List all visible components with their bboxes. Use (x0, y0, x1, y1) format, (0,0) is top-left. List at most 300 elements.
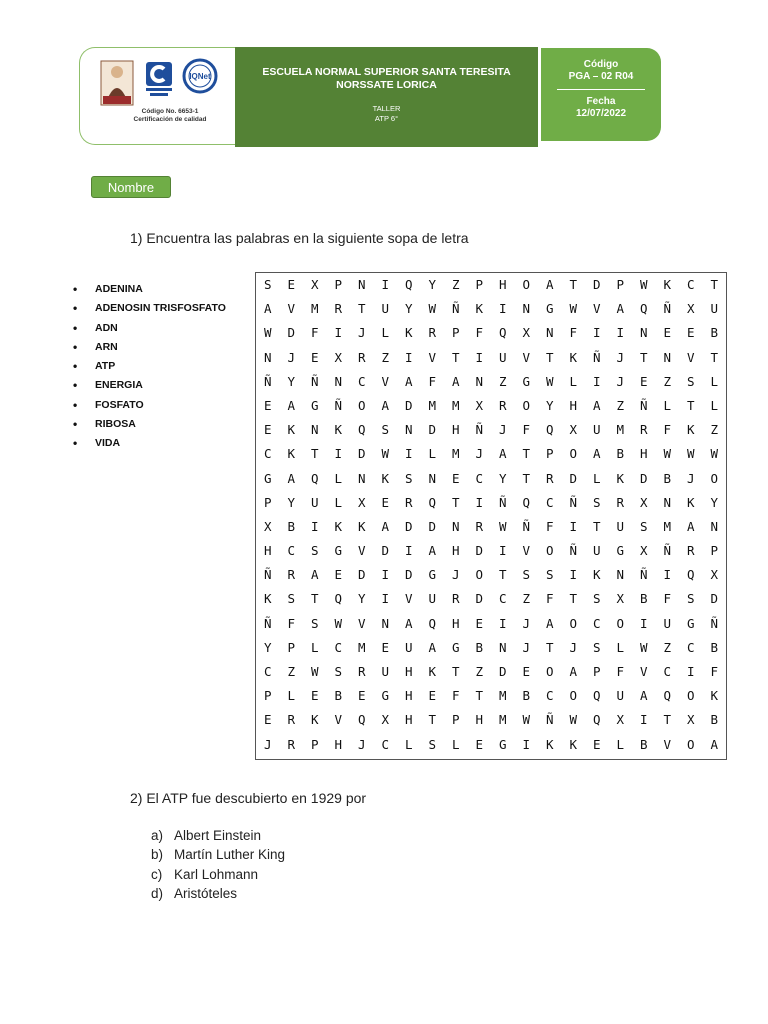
grid-cell[interactable]: S (404, 470, 413, 486)
grid-cell[interactable]: I (498, 301, 507, 317)
grid-cell[interactable]: Y (404, 301, 413, 317)
grid-cell[interactable]: H (404, 664, 413, 679)
grid-cell[interactable]: Q (592, 688, 601, 704)
grid-cell[interactable]: X (357, 494, 366, 510)
grid-cell[interactable]: F (545, 591, 554, 607)
grid-cell[interactable]: W (569, 712, 578, 728)
grid-cell[interactable]: T (522, 446, 531, 462)
grid-cell[interactable]: J (522, 639, 531, 655)
grid-cell[interactable]: E (263, 397, 272, 413)
grid-cell[interactable]: A (498, 446, 507, 462)
grid-cell[interactable]: D (287, 325, 296, 341)
grid-cell[interactable]: F (310, 325, 319, 341)
grid-cell[interactable]: B (475, 639, 484, 655)
grid-cell[interactable]: L (334, 494, 343, 510)
grid-cell[interactable]: Ñ (710, 615, 719, 631)
grid-cell[interactable]: P (263, 494, 272, 510)
grid-cell[interactable]: V (639, 664, 648, 679)
grid-cell[interactable]: Z (381, 349, 390, 365)
grid-cell[interactable]: G (522, 373, 531, 389)
grid-cell[interactable]: J (686, 470, 695, 486)
grid-cell[interactable]: Q (428, 494, 437, 510)
grid-cell[interactable]: A (404, 373, 413, 389)
grid-cell[interactable]: I (498, 615, 507, 631)
grid-cell[interactable]: E (428, 688, 437, 704)
grid-cell[interactable]: W (334, 615, 343, 631)
grid-cell[interactable]: M (357, 639, 366, 655)
grid-cell[interactable]: W (263, 325, 272, 341)
grid-cell[interactable]: P (592, 664, 601, 679)
grid-cell[interactable]: K (569, 349, 578, 365)
grid-cell[interactable]: P (710, 543, 719, 559)
grid-cell[interactable]: B (710, 325, 719, 341)
grid-cell[interactable]: K (686, 494, 695, 510)
grid-cell[interactable]: L (381, 325, 390, 341)
grid-cell[interactable]: Q (663, 688, 672, 704)
grid-cell[interactable]: E (451, 470, 460, 486)
grid-cell[interactable]: C (475, 470, 484, 486)
grid-cell[interactable]: B (522, 688, 531, 704)
grid-cell[interactable]: X (263, 518, 272, 534)
grid-cell[interactable]: M (451, 446, 460, 462)
grid-cell[interactable]: H (498, 277, 507, 292)
grid-cell[interactable]: A (404, 615, 413, 631)
grid-cell[interactable]: H (263, 543, 272, 559)
grid-cell[interactable]: E (381, 494, 390, 510)
grid-cell[interactable]: L (710, 397, 719, 413)
grid-cell[interactable]: G (263, 470, 272, 486)
grid-cell[interactable]: S (428, 736, 437, 752)
grid-cell[interactable]: F (616, 664, 625, 679)
grid-cell[interactable]: R (428, 325, 437, 341)
grid-cell[interactable]: C (357, 373, 366, 389)
grid-cell[interactable]: V (522, 349, 531, 365)
grid-cell[interactable]: F (428, 373, 437, 389)
grid-cell[interactable]: M (498, 712, 507, 728)
grid-cell[interactable]: Q (334, 591, 343, 607)
grid-cell[interactable]: N (498, 639, 507, 655)
grid-cell[interactable]: N (451, 518, 460, 534)
grid-cell[interactable]: T (569, 591, 578, 607)
grid-cell[interactable]: L (451, 736, 460, 752)
grid-cell[interactable]: X (310, 277, 319, 292)
grid-cell[interactable]: F (451, 688, 460, 704)
grid-cell[interactable]: T (710, 349, 719, 365)
grid-cell[interactable]: V (404, 591, 413, 607)
grid-cell[interactable]: B (639, 736, 648, 752)
grid-cell[interactable]: Ñ (592, 349, 601, 365)
grid-cell[interactable]: N (616, 567, 625, 583)
answer-option[interactable] (151, 845, 285, 864)
grid-cell[interactable]: B (710, 639, 719, 655)
grid-cell[interactable]: A (428, 543, 437, 559)
grid-cell[interactable]: H (569, 397, 578, 413)
grid-cell[interactable]: K (710, 688, 719, 704)
grid-cell[interactable]: C (545, 688, 554, 704)
grid-cell[interactable]: W (663, 446, 672, 462)
grid-cell[interactable]: S (592, 591, 601, 607)
grid-cell[interactable]: H (451, 422, 460, 438)
grid-cell[interactable]: Z (663, 373, 672, 389)
grid-cell[interactable]: A (451, 373, 460, 389)
grid-cell[interactable]: O (710, 470, 719, 486)
grid-cell[interactable]: S (639, 518, 648, 534)
grid-cell[interactable]: B (639, 591, 648, 607)
grid-cell[interactable]: I (569, 567, 578, 583)
grid-cell[interactable]: R (475, 518, 484, 534)
grid-cell[interactable]: Ñ (263, 567, 272, 583)
grid-cell[interactable]: B (287, 518, 296, 534)
grid-cell[interactable]: O (569, 688, 578, 704)
grid-cell[interactable]: T (663, 712, 672, 728)
grid-cell[interactable]: Y (545, 397, 554, 413)
grid-cell[interactable]: I (663, 567, 672, 583)
grid-cell[interactable]: W (639, 277, 648, 292)
grid-cell[interactable]: A (592, 397, 601, 413)
grid-cell[interactable]: R (287, 712, 296, 728)
grid-cell[interactable]: Y (710, 494, 719, 510)
grid-cell[interactable]: Z (522, 591, 531, 607)
grid-cell[interactable]: E (357, 688, 366, 704)
grid-cell[interactable]: I (569, 518, 578, 534)
grid-cell[interactable]: M (498, 688, 507, 704)
grid-cell[interactable]: A (569, 664, 578, 679)
grid-cell[interactable]: O (616, 615, 625, 631)
grid-cell[interactable]: F (475, 325, 484, 341)
grid-cell[interactable]: H (451, 543, 460, 559)
grid-cell[interactable]: U (710, 301, 719, 317)
grid-cell[interactable]: I (592, 373, 601, 389)
grid-cell[interactable]: P (545, 446, 554, 462)
grid-cell[interactable]: D (404, 397, 413, 413)
grid-cell[interactable]: W (545, 373, 554, 389)
grid-cell[interactable]: Ñ (663, 543, 672, 559)
grid-cell[interactable]: C (263, 664, 272, 679)
grid-cell[interactable]: L (663, 397, 672, 413)
grid-cell[interactable]: C (287, 543, 296, 559)
grid-cell[interactable]: F (287, 615, 296, 631)
grid-cell[interactable]: D (428, 422, 437, 438)
grid-cell[interactable]: I (592, 325, 601, 341)
grid-cell[interactable]: D (381, 543, 390, 559)
grid-cell[interactable]: L (334, 470, 343, 486)
grid-cell[interactable]: E (263, 422, 272, 438)
grid-cell[interactable]: X (639, 543, 648, 559)
grid-cell[interactable]: U (616, 688, 625, 704)
grid-cell[interactable]: H (404, 712, 413, 728)
grid-cell[interactable]: O (522, 397, 531, 413)
grid-cell[interactable]: D (357, 567, 366, 583)
grid-cell[interactable]: N (639, 325, 648, 341)
grid-cell[interactable]: L (428, 446, 437, 462)
grid-cell[interactable]: D (592, 277, 601, 292)
grid-cell[interactable]: L (710, 373, 719, 389)
grid-cell[interactable]: Y (263, 639, 272, 655)
grid-cell[interactable]: Y (428, 277, 437, 292)
grid-cell[interactable]: W (569, 301, 578, 317)
grid-cell[interactable]: K (663, 277, 672, 292)
answer-option[interactable] (151, 826, 285, 845)
grid-cell[interactable]: Ñ (475, 422, 484, 438)
grid-cell[interactable]: V (381, 373, 390, 389)
grid-cell[interactable]: N (428, 470, 437, 486)
grid-cell[interactable]: O (686, 736, 695, 752)
grid-cell[interactable]: K (569, 736, 578, 752)
grid-cell[interactable]: F (545, 518, 554, 534)
grid-cell[interactable]: N (475, 373, 484, 389)
grid-cell[interactable]: D (428, 518, 437, 534)
grid-cell[interactable]: Ñ (522, 518, 531, 534)
grid-cell[interactable]: K (428, 664, 437, 679)
grid-cell[interactable]: P (310, 736, 319, 752)
grid-cell[interactable]: D (569, 470, 578, 486)
grid-cell[interactable]: K (287, 446, 296, 462)
grid-cell[interactable]: T (451, 494, 460, 510)
grid-cell[interactable]: A (310, 567, 319, 583)
grid-cell[interactable]: M (616, 422, 625, 438)
grid-cell[interactable]: N (357, 470, 366, 486)
grid-cell[interactable]: S (287, 591, 296, 607)
grid-cell[interactable]: U (498, 349, 507, 365)
grid-cell[interactable]: U (592, 422, 601, 438)
grid-cell[interactable]: A (287, 397, 296, 413)
grid-cell[interactable]: I (475, 494, 484, 510)
grid-cell[interactable]: R (545, 470, 554, 486)
grid-cell[interactable]: G (381, 688, 390, 704)
grid-cell[interactable]: K (357, 518, 366, 534)
grid-cell[interactable]: K (381, 470, 390, 486)
grid-cell[interactable]: H (475, 712, 484, 728)
grid-cell[interactable]: I (639, 615, 648, 631)
grid-cell[interactable]: R (404, 494, 413, 510)
grid-cell[interactable]: D (404, 567, 413, 583)
grid-cell[interactable]: Q (310, 470, 319, 486)
grid-cell[interactable]: A (592, 446, 601, 462)
word-search-grid[interactable] (255, 272, 727, 760)
grid-cell[interactable]: K (616, 470, 625, 486)
grid-cell[interactable]: Q (498, 325, 507, 341)
grid-cell[interactable]: I (639, 712, 648, 728)
grid-cell[interactable]: A (710, 736, 719, 752)
grid-cell[interactable]: E (522, 664, 531, 679)
grid-cell[interactable]: H (404, 688, 413, 704)
grid-cell[interactable]: A (545, 615, 554, 631)
grid-cell[interactable]: S (310, 543, 319, 559)
grid-cell[interactable]: E (334, 567, 343, 583)
grid-cell[interactable]: R (357, 349, 366, 365)
grid-cell[interactable]: R (498, 397, 507, 413)
grid-cell[interactable]: Ñ (569, 494, 578, 510)
grid-cell[interactable]: N (381, 615, 390, 631)
grid-cell[interactable]: U (616, 518, 625, 534)
grid-cell[interactable]: J (616, 373, 625, 389)
grid-cell[interactable]: B (334, 688, 343, 704)
grid-cell[interactable]: T (310, 446, 319, 462)
grid-cell[interactable]: R (334, 301, 343, 317)
grid-cell[interactable]: E (263, 712, 272, 728)
grid-cell[interactable]: N (404, 422, 413, 438)
grid-cell[interactable]: J (287, 349, 296, 365)
grid-cell[interactable]: W (498, 518, 507, 534)
grid-cell[interactable]: U (592, 543, 601, 559)
grid-cell[interactable]: G (545, 301, 554, 317)
grid-cell[interactable]: Z (475, 664, 484, 679)
grid-cell[interactable]: S (522, 567, 531, 583)
grid-cell[interactable]: Q (428, 615, 437, 631)
grid-cell[interactable]: C (686, 639, 695, 655)
grid-cell[interactable]: J (475, 446, 484, 462)
grid-cell[interactable]: E (686, 325, 695, 341)
grid-cell[interactable]: J (522, 615, 531, 631)
grid-cell[interactable]: R (287, 736, 296, 752)
grid-cell[interactable]: N (663, 349, 672, 365)
grid-cell[interactable]: J (498, 422, 507, 438)
grid-cell[interactable]: Q (357, 422, 366, 438)
grid-cell[interactable]: F (522, 422, 531, 438)
grid-cell[interactable]: Z (287, 664, 296, 679)
answer-option[interactable] (151, 884, 285, 903)
grid-cell[interactable]: E (475, 736, 484, 752)
grid-cell[interactable]: T (522, 470, 531, 486)
grid-cell[interactable]: V (522, 543, 531, 559)
grid-cell[interactable]: O (686, 688, 695, 704)
grid-cell[interactable]: S (334, 664, 343, 679)
grid-cell[interactable]: X (381, 712, 390, 728)
grid-cell[interactable]: A (616, 301, 625, 317)
grid-cell[interactable]: O (569, 446, 578, 462)
grid-cell[interactable]: F (569, 325, 578, 341)
grid-cell[interactable]: D (475, 543, 484, 559)
grid-cell[interactable]: N (663, 494, 672, 510)
grid-cell[interactable]: K (404, 325, 413, 341)
grid-cell[interactable]: W (381, 446, 390, 462)
grid-cell[interactable]: G (498, 736, 507, 752)
grid-cell[interactable]: A (639, 688, 648, 704)
grid-cell[interactable]: F (663, 422, 672, 438)
grid-cell[interactable]: I (404, 349, 413, 365)
grid-cell[interactable]: Z (710, 422, 719, 438)
grid-cell[interactable]: W (686, 446, 695, 462)
grid-cell[interactable]: K (545, 736, 554, 752)
grid-cell[interactable]: W (639, 639, 648, 655)
grid-cell[interactable]: S (310, 615, 319, 631)
grid-cell[interactable]: X (522, 325, 531, 341)
grid-cell[interactable]: H (334, 736, 343, 752)
grid-cell[interactable]: L (616, 639, 625, 655)
grid-cell[interactable]: B (710, 712, 719, 728)
grid-cell[interactable]: T (545, 349, 554, 365)
grid-cell[interactable]: K (310, 712, 319, 728)
grid-cell[interactable]: I (404, 446, 413, 462)
grid-cell[interactable]: Q (522, 494, 531, 510)
grid-cell[interactable]: G (428, 567, 437, 583)
grid-cell[interactable]: A (428, 639, 437, 655)
grid-cell[interactable]: T (428, 712, 437, 728)
grid-cell[interactable]: I (310, 518, 319, 534)
grid-cell[interactable]: J (451, 567, 460, 583)
grid-cell[interactable]: N (310, 422, 319, 438)
grid-cell[interactable]: J (616, 349, 625, 365)
grid-cell[interactable]: V (334, 712, 343, 728)
grid-cell[interactable]: U (381, 301, 390, 317)
grid-cell[interactable]: W (310, 664, 319, 679)
answer-option[interactable] (151, 865, 285, 884)
grid-cell[interactable]: I (522, 736, 531, 752)
grid-cell[interactable]: T (710, 277, 719, 292)
grid-cell[interactable]: X (475, 397, 484, 413)
grid-cell[interactable]: Ñ (334, 397, 343, 413)
grid-cell[interactable]: M (663, 518, 672, 534)
grid-cell[interactable]: Q (357, 712, 366, 728)
grid-cell[interactable]: A (381, 518, 390, 534)
grid-cell[interactable]: P (451, 712, 460, 728)
grid-cell[interactable]: T (357, 301, 366, 317)
grid-cell[interactable]: V (357, 543, 366, 559)
grid-cell[interactable]: Ñ (663, 301, 672, 317)
grid-cell[interactable]: I (334, 325, 343, 341)
grid-cell[interactable]: O (545, 664, 554, 679)
grid-cell[interactable]: T (475, 688, 484, 704)
grid-cell[interactable]: O (522, 277, 531, 292)
grid-cell[interactable]: T (639, 349, 648, 365)
grid-cell[interactable]: W (522, 712, 531, 728)
grid-cell[interactable]: D (404, 518, 413, 534)
grid-cell[interactable]: B (663, 470, 672, 486)
grid-cell[interactable]: R (639, 422, 648, 438)
grid-cell[interactable]: P (334, 277, 343, 292)
grid-cell[interactable]: R (357, 664, 366, 679)
grid-cell[interactable]: I (404, 543, 413, 559)
grid-cell[interactable]: Ñ (569, 543, 578, 559)
grid-cell[interactable]: U (404, 639, 413, 655)
grid-cell[interactable]: I (686, 664, 695, 679)
grid-cell[interactable]: X (616, 712, 625, 728)
grid-cell[interactable]: Ñ (639, 567, 648, 583)
grid-cell[interactable]: Q (592, 712, 601, 728)
grid-cell[interactable]: K (287, 422, 296, 438)
grid-cell[interactable]: M (310, 301, 319, 317)
grid-cell[interactable]: C (381, 736, 390, 752)
grid-cell[interactable]: Ñ (639, 397, 648, 413)
grid-cell[interactable]: Q (404, 277, 413, 292)
grid-cell[interactable]: E (639, 373, 648, 389)
grid-cell[interactable]: T (498, 567, 507, 583)
grid-cell[interactable]: P (475, 277, 484, 292)
grid-cell[interactable]: M (428, 397, 437, 413)
grid-cell[interactable]: I (616, 325, 625, 341)
grid-cell[interactable]: A (381, 397, 390, 413)
grid-cell[interactable]: S (592, 639, 601, 655)
grid-cell[interactable]: Z (498, 373, 507, 389)
grid-cell[interactable]: R (616, 494, 625, 510)
grid-cell[interactable]: K (263, 591, 272, 607)
grid-cell[interactable]: Y (357, 591, 366, 607)
grid-cell[interactable]: D (475, 591, 484, 607)
grid-cell[interactable]: C (663, 664, 672, 679)
grid-cell[interactable]: G (334, 543, 343, 559)
grid-cell[interactable]: H (451, 615, 460, 631)
grid-cell[interactable]: Ñ (451, 301, 460, 317)
grid-cell[interactable]: U (381, 664, 390, 679)
grid-cell[interactable]: P (263, 688, 272, 704)
grid-cell[interactable]: I (381, 591, 390, 607)
grid-cell[interactable]: A (545, 277, 554, 292)
grid-cell[interactable]: Ñ (263, 615, 272, 631)
grid-cell[interactable]: N (334, 373, 343, 389)
grid-cell[interactable]: E (287, 277, 296, 292)
grid-cell[interactable]: A (686, 518, 695, 534)
grid-cell[interactable]: O (357, 397, 366, 413)
